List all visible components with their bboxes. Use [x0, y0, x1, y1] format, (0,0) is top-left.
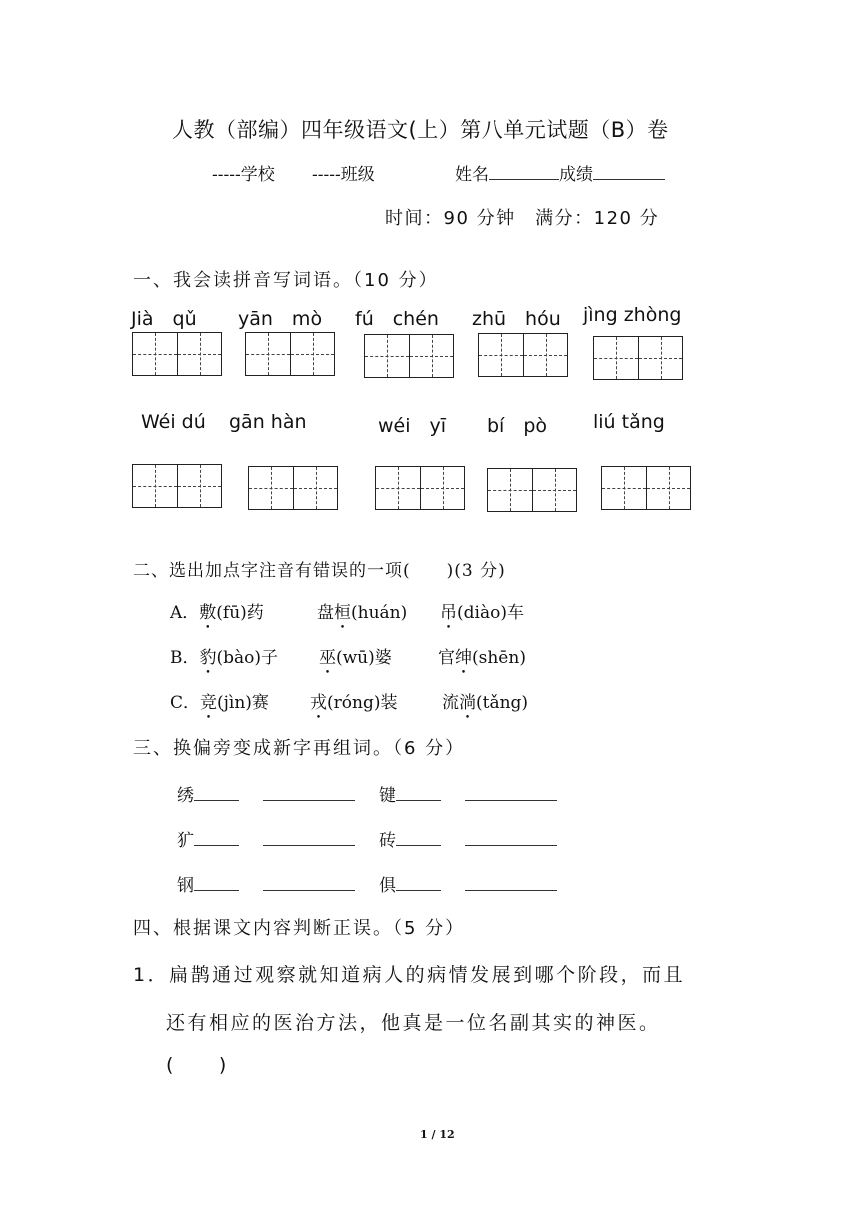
name-field[interactable]: [455, 160, 665, 185]
option-b[interactable]: [170, 643, 278, 668]
answer-blank[interactable]: [263, 829, 355, 846]
radical-row-3: [177, 871, 557, 896]
answer-blank[interactable]: [465, 874, 557, 891]
writing-grid[interactable]: [601, 466, 691, 510]
page-number: 1 / 12: [420, 1128, 455, 1141]
pinyin-text: (diào)车: [457, 603, 524, 623]
answer-blank[interactable]: [194, 829, 239, 846]
char: 官: [438, 648, 455, 668]
pinyin-1: Jià qǔ: [131, 308, 197, 330]
section1-heading: 一、我会读拼音写词语。（10 分）: [133, 270, 439, 291]
char: 流: [442, 693, 459, 713]
char: 盘: [317, 603, 334, 623]
option-a-item3: [440, 598, 524, 623]
dotted-char: 巫: [319, 648, 336, 668]
writing-grid[interactable]: [478, 333, 568, 377]
radical-char: 绣: [177, 786, 194, 806]
pinyin-7: gān hàn: [229, 411, 307, 433]
school-field: [212, 160, 275, 185]
writing-grid[interactable]: [593, 336, 683, 380]
answer-paren[interactable]: ( ): [166, 1054, 229, 1076]
pinyin-4: zhū hóu: [472, 308, 561, 330]
answer-blank[interactable]: [194, 874, 239, 891]
radical-char: 俱: [379, 876, 396, 896]
pinyin-9: bí pò: [487, 415, 548, 437]
dotted-char: 吊: [440, 603, 457, 623]
radical-char: 砖: [379, 831, 396, 851]
pinyin-8: wéi yī: [378, 415, 447, 437]
answer-blank[interactable]: [194, 784, 239, 801]
dotted-char: 竞: [200, 693, 218, 713]
option-label: B．: [170, 648, 200, 668]
writing-grid[interactable]: [132, 332, 222, 376]
answer-blank[interactable]: [396, 829, 441, 846]
class-label: -----班级: [312, 165, 375, 185]
question-text: 扁鹊通过观察就知道病人的病情发展到哪个阶段，而且: [169, 964, 686, 986]
section2-heading: 二、选出加点字注音有错误的一项( )(3 分): [133, 561, 506, 581]
pinyin-6: Wéi dú: [141, 411, 206, 433]
radical-char: 键: [379, 786, 396, 806]
writing-grid[interactable]: [132, 464, 222, 508]
writing-grid[interactable]: [248, 466, 338, 510]
question-1-line2: 还有相应的医治方法，他真是一位名副其实的神医。: [166, 1012, 661, 1034]
answer-blank[interactable]: [465, 784, 557, 801]
answer-blank[interactable]: [396, 784, 441, 801]
dotted-char: 豹: [199, 648, 217, 668]
radical-char: 钢: [177, 876, 194, 896]
option-label: A．: [170, 603, 200, 623]
radical-row-2: [177, 826, 557, 851]
answer-blank[interactable]: [396, 874, 441, 891]
radical-row-1: [177, 781, 557, 806]
dotted-char: 淌: [459, 693, 476, 713]
option-b-item2: [319, 643, 392, 668]
section3-heading: 三、换偏旁变成新字再组词。（6 分）: [133, 738, 466, 759]
dotted-char: 绅: [455, 648, 472, 668]
pinyin-10: liú tǎng: [593, 411, 665, 433]
pinyin-text: (bào)子: [216, 648, 279, 668]
answer-blank[interactable]: [465, 829, 557, 846]
option-label: C．: [170, 693, 201, 713]
name-blank[interactable]: [489, 163, 559, 180]
school-label: -----学校: [212, 165, 275, 185]
option-c-item2: [310, 688, 397, 713]
score-label: 成绩: [559, 165, 593, 185]
option-a[interactable]: [170, 598, 264, 623]
dotted-char: 敷: [199, 603, 217, 623]
page-title: 人教（部编）四年级语文(上）第八单元试题（B）卷: [172, 118, 669, 142]
question-number: 1．: [133, 964, 170, 986]
pinyin-3: fú chén: [355, 308, 439, 330]
pinyin-text: (huán): [351, 603, 408, 623]
writing-grid[interactable]: [375, 466, 465, 510]
pinyin-text: (róng)装: [327, 693, 398, 713]
pinyin-2: yān mò: [238, 308, 323, 330]
pinyin-text: (fū)药: [216, 603, 264, 623]
section4-heading: 四、根据课文内容判断正误。（5 分）: [133, 918, 466, 939]
option-a-item2: [317, 598, 407, 623]
pinyin-5: jìng zhòng: [583, 304, 682, 326]
pinyin-text: (jìn)赛: [217, 693, 269, 713]
answer-blank[interactable]: [263, 784, 355, 801]
dotted-char: 桓: [334, 603, 351, 623]
option-c-item3: [442, 688, 528, 713]
writing-grid[interactable]: [364, 334, 454, 378]
answer-blank[interactable]: [263, 874, 355, 891]
pinyin-text: (shēn): [472, 648, 526, 668]
writing-grid[interactable]: [245, 332, 335, 376]
writing-grid[interactable]: [487, 468, 577, 512]
score-blank[interactable]: [593, 163, 665, 180]
option-b-item3: [438, 643, 526, 668]
question-1-line1: [133, 960, 685, 987]
time-score-line: 时间：90 分钟 满分：120 分: [385, 208, 660, 229]
option-c[interactable]: [170, 688, 269, 713]
name-label: 姓名: [455, 165, 489, 185]
radical-char: 犷: [177, 831, 194, 851]
pinyin-text: (wū)婆: [336, 648, 392, 668]
dotted-char: 戎: [310, 693, 327, 713]
class-field: [312, 160, 375, 185]
pinyin-text: (tǎng): [476, 693, 529, 713]
